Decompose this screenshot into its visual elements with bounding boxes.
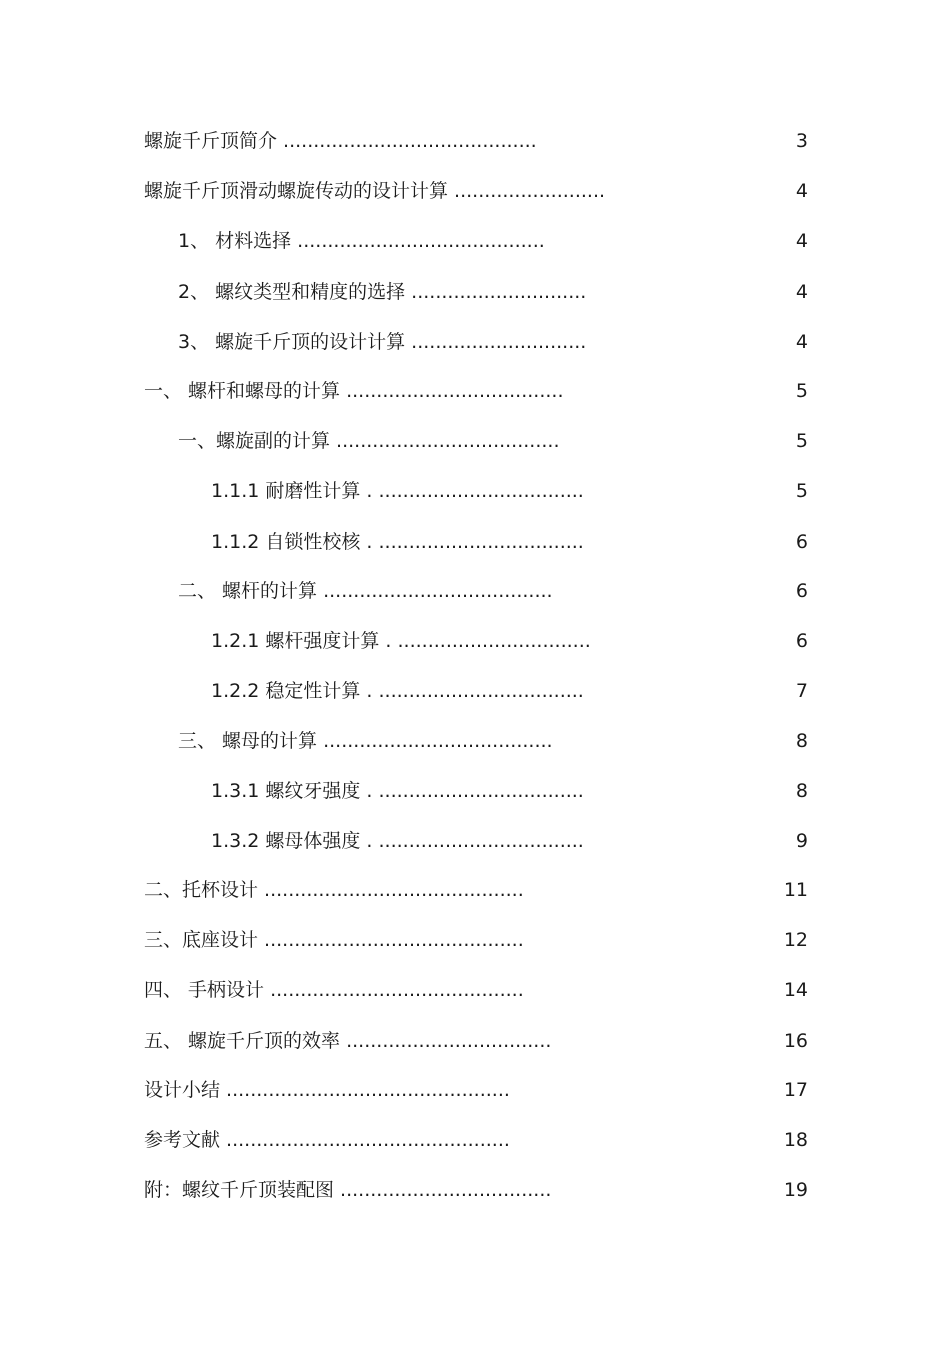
- toc-entry[interactable]: [0, 176, 950, 206]
- toc-entry-page-number: 11: [783, 879, 808, 901]
- toc-entry[interactable]: [0, 676, 950, 706]
- toc-entry-page-number: 19: [783, 1179, 808, 1201]
- toc-entry-title: 一、螺旋副的计算 .....................................: [178, 430, 560, 452]
- toc-entry-page-number: 17: [783, 1079, 808, 1101]
- toc-entry-title: 2、 螺纹类型和精度的选择 .............................: [178, 281, 587, 303]
- toc-entry-title: 3、 螺旋千斤顶的设计计算 .............................: [178, 331, 587, 353]
- toc-entry-page-number: 12: [783, 929, 808, 951]
- toc-entry[interactable]: [0, 327, 950, 357]
- toc-entry-title: 附：螺纹千斤顶装配图 ...................................: [144, 1179, 552, 1201]
- toc-entry-title: 二、托杯设计 ...........................................: [144, 879, 524, 901]
- toc-entry-page-number: 4: [795, 331, 808, 353]
- toc-entry[interactable]: [0, 277, 950, 307]
- toc-entry[interactable]: [0, 1075, 950, 1105]
- toc-entry-title: 1.3.2 螺母体强度 . ..................................: [211, 830, 584, 852]
- toc-entry[interactable]: [0, 875, 950, 905]
- toc-entry[interactable]: [0, 426, 950, 456]
- toc-entry-title: 一、 螺杆和螺母的计算 ....................................: [144, 380, 564, 402]
- toc-entry-title: 1.1.2 自锁性校核 . ..................................: [211, 531, 584, 553]
- toc-entry[interactable]: [0, 975, 950, 1005]
- toc-entry-title: 1.1.1 耐磨性计算 . ..................................: [211, 480, 584, 502]
- toc-entry-title: 设计小结 ...............................................: [144, 1079, 510, 1101]
- toc-entry-page-number: 6: [795, 630, 808, 652]
- toc-entry[interactable]: [0, 626, 950, 656]
- toc-entry-page-number: 6: [795, 580, 808, 602]
- toc-entry-page-number: 9: [795, 830, 808, 852]
- toc-entry-title: 1.2.1 螺杆强度计算 . ................................: [211, 630, 591, 652]
- toc-entry-title: 1.2.2 稳定性计算 . ..................................: [211, 680, 584, 702]
- toc-entry[interactable]: [0, 576, 950, 606]
- toc-entry-page-number: 5: [795, 480, 808, 502]
- toc-entry-page-number: 18: [783, 1129, 808, 1151]
- toc-entry-title: 螺旋千斤顶简介 ..........................................: [144, 130, 537, 152]
- toc-entry-page-number: 14: [783, 979, 808, 1001]
- toc-entry[interactable]: [0, 126, 950, 156]
- toc-entry-page-number: 3: [795, 130, 808, 152]
- toc-entry[interactable]: [0, 826, 950, 856]
- toc-entry-page-number: 4: [795, 230, 808, 252]
- toc-entry-page-number: 8: [795, 780, 808, 802]
- toc-entry-page-number: 5: [795, 380, 808, 402]
- toc-entry[interactable]: [0, 476, 950, 506]
- toc-entry-page-number: 4: [795, 180, 808, 202]
- toc-entry[interactable]: [0, 776, 950, 806]
- toc-entry-title: 二、 螺杆的计算 ......................................: [178, 580, 553, 602]
- toc-entry-title: 1、 材料选择 .........................................: [178, 230, 545, 252]
- toc-entry-title: 螺旋千斤顶滑动螺旋传动的设计计算 .........................: [144, 180, 606, 202]
- toc-entry-page-number: 7: [795, 680, 808, 702]
- toc-entry-page-number: 8: [795, 730, 808, 752]
- toc-entry-title: 参考文献 ...............................................: [144, 1129, 510, 1151]
- toc-entry[interactable]: [0, 925, 950, 955]
- toc-entry-title: 五、 螺旋千斤顶的效率 ..................................: [144, 1030, 552, 1052]
- toc-entry-title: 1.3.1 螺纹牙强度 . ..................................: [211, 780, 584, 802]
- toc-entry[interactable]: [0, 1175, 950, 1205]
- toc-entry-title: 三、底座设计 ...........................................: [144, 929, 524, 951]
- toc-entry[interactable]: [0, 1026, 950, 1056]
- toc-entry-title: 三、 螺母的计算 ......................................: [178, 730, 553, 752]
- toc-entry-page-number: 5: [795, 430, 808, 452]
- toc-entry-page-number: 4: [795, 281, 808, 303]
- toc-entry[interactable]: [0, 726, 950, 756]
- toc-entry[interactable]: [0, 1125, 950, 1155]
- toc-entry[interactable]: [0, 527, 950, 557]
- toc-entry-page-number: 6: [795, 531, 808, 553]
- toc-entry[interactable]: [0, 376, 950, 406]
- toc-entry-title: 四、 手柄设计 ..........................................: [144, 979, 524, 1001]
- toc-entry[interactable]: [0, 226, 950, 256]
- toc-entry-page-number: 16: [783, 1030, 808, 1052]
